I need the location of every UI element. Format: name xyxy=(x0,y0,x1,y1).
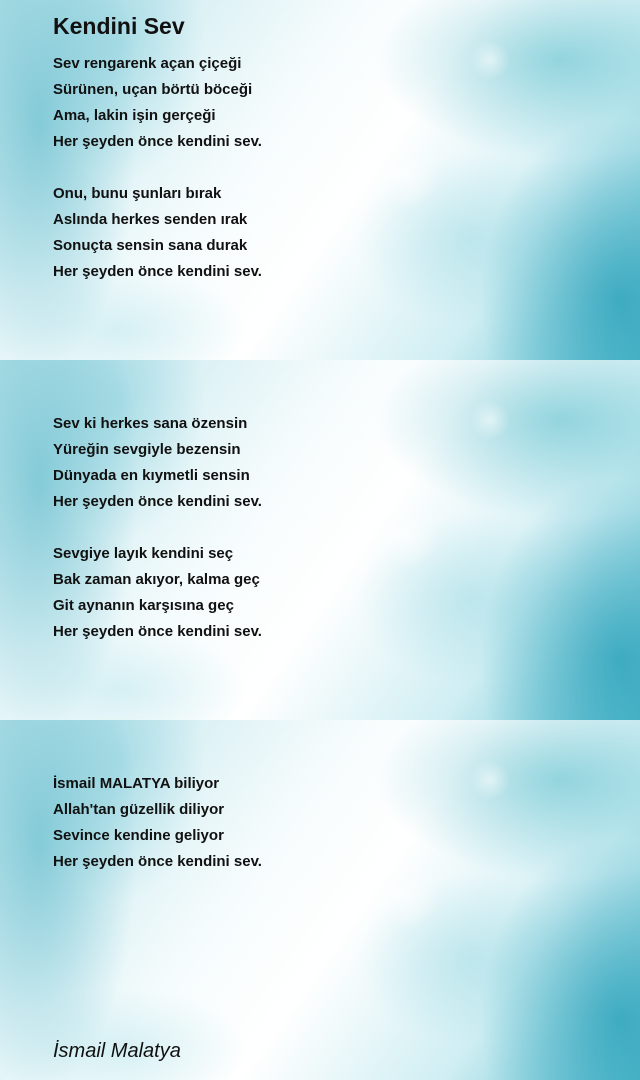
bokeh-light xyxy=(380,870,440,930)
poem-line: Bak zaman akıyor, kalma geç xyxy=(53,571,260,588)
poem-line: Ama, lakin işin gerçeği xyxy=(53,107,216,124)
poem-line: Sevince kendine geliyor xyxy=(53,827,224,844)
stanza-4 xyxy=(53,541,262,645)
poem-line: Sonuçta sensin sana durak xyxy=(53,237,248,254)
poem-line: Sev rengarenk açan çiçeği xyxy=(53,55,242,72)
stanza-2 xyxy=(53,181,262,285)
poem-line: İsmail MALATYA biliyor xyxy=(53,775,220,792)
poem-line: Sürünen, uçan börtü böceği xyxy=(53,81,253,98)
bokeh-light xyxy=(470,760,510,800)
poem-line: Her şeyden önce kendini sev. xyxy=(53,853,262,870)
bokeh-light xyxy=(380,510,440,570)
poem-line: Onu, bunu şunları bırak xyxy=(53,185,222,202)
poem-line: Her şeyden önce kendini sev. xyxy=(53,263,262,280)
poem-line: Aslında herkes senden ırak xyxy=(53,211,248,228)
poem-title: Kendini Sev xyxy=(53,13,185,39)
poem-line: Sev ki herkes sana özensin xyxy=(53,415,248,432)
stanza-3 xyxy=(53,411,262,515)
bokeh-light xyxy=(470,400,510,440)
stanza-1 xyxy=(53,51,262,155)
poem-panel-1 xyxy=(0,0,640,360)
poem-line: Her şeyden önce kendini sev. xyxy=(53,623,262,640)
bokeh-light xyxy=(470,40,510,80)
bokeh-light xyxy=(380,150,440,210)
poem-line: Her şeyden önce kendini sev. xyxy=(53,493,262,510)
poem-line: Allah'tan güzellik diliyor xyxy=(53,801,225,818)
poem-panel-3 xyxy=(0,720,640,1080)
poem-line: Her şeyden önce kendini sev. xyxy=(53,133,262,150)
poem-line: Yüreğin sevgiyle bezensin xyxy=(53,441,241,458)
poem-line: Git aynanın karşısına geç xyxy=(53,597,234,614)
poem-panel-2 xyxy=(0,360,640,720)
stanza-5 xyxy=(53,771,262,875)
poem-line: Sevgiye layık kendini seç xyxy=(53,545,234,562)
poem-line: Dünyada en kıymetli sensin xyxy=(53,467,250,484)
poem-author: İsmail Malatya xyxy=(53,1040,181,1062)
